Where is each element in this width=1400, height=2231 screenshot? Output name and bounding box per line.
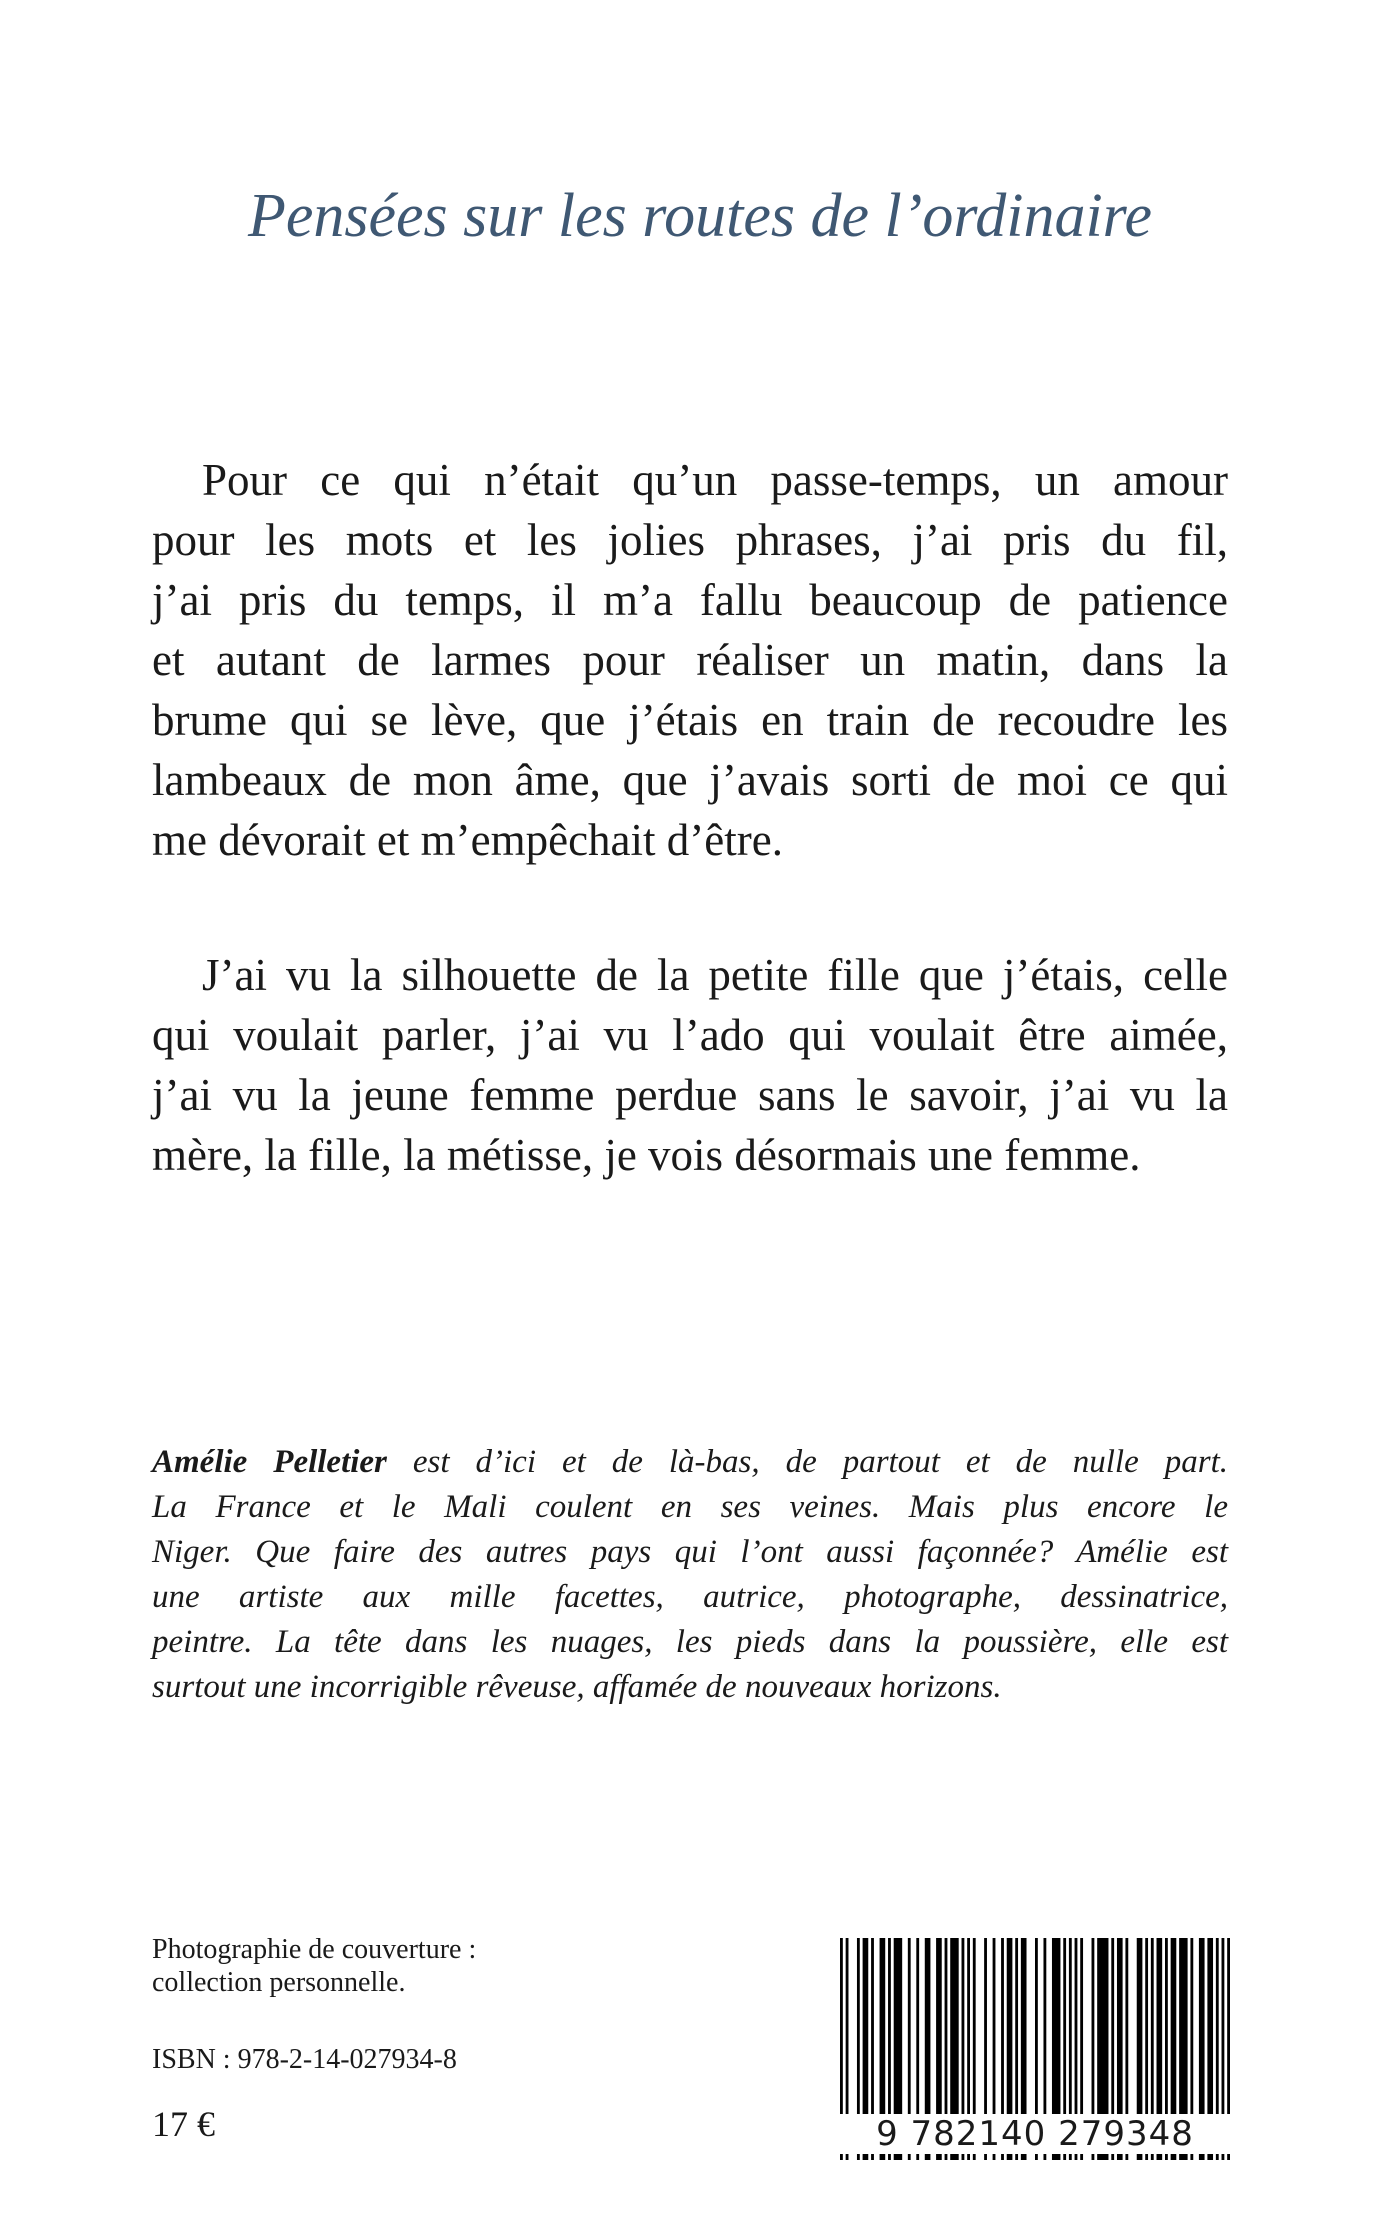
bio-line: surtout une incorrigible rêveuse, affamée de nouveaux horizons. (152, 1669, 1002, 1705)
blurb-line: pour les mots et les jolies phrases, j’ai pris du fil, (152, 515, 1228, 565)
author-name: Amélie Pelletier (152, 1444, 387, 1480)
barcode-digits: 9 782140 279348 (840, 2114, 1230, 2154)
photo-credit-line-1: Photographie de couverture : (152, 1934, 477, 1965)
blurb-line: Pour ce qui n’était qu’un passe-temps, un amour (202, 455, 1228, 505)
blurb-line: mère, la fille, la métisse, je vois désormais une femme. (152, 1130, 1141, 1180)
blurb-line: J’ai vu la silhouette de la petite fille que j’étais, celle (202, 950, 1228, 1000)
bio-line: une artiste aux mille facettes, autrice, photographe, dessinatrice, (152, 1579, 1228, 1615)
blurb-line: et autant de larmes pour réaliser un matin, dans la (152, 635, 1228, 685)
blurb-line: j’ai vu la jeune femme perdue sans le savoir, j’ai vu la (152, 1070, 1228, 1120)
blurb-paragraph-2 (152, 945, 1228, 1185)
photo-credit-line-2: collection personnelle. (152, 1967, 406, 1998)
bio-text: est d’ici et de là-bas, de partout et de nulle part. (386, 1444, 1228, 1480)
author-bio (152, 1440, 1228, 1710)
blurb-line: j’ai pris du temps, il m’a fallu beaucoup de patience (152, 575, 1228, 625)
blurb-line: me dévorait et m’empêchait d’être. (152, 815, 783, 865)
bio-line: peintre. La tête dans les nuages, les pieds dans la poussière, elle est (152, 1624, 1228, 1660)
blurb-line: lambeaux de mon âme, que j’avais sorti de moi ce qui (152, 755, 1228, 805)
blurb-paragraph-1 (152, 450, 1228, 870)
blurb-line: qui voulait parler, j’ai vu l’ado qui voulait être aimée, (152, 1010, 1228, 1060)
photo-credit (152, 1933, 476, 1999)
bio-line: La France et le Mali coulent en ses veines. Mais plus encore le (152, 1489, 1228, 1525)
price: 17 € (152, 2104, 215, 2144)
book-title: Pensées sur les routes de l’ordinaire (247, 182, 1153, 250)
isbn: ISBN : 978-2-14-027934-8 (152, 2044, 457, 2075)
blurb-line: brume qui se lève, que j’étais en train de recoudre les (152, 695, 1228, 745)
bio-line (152, 1440, 1228, 1485)
bio-line: Niger. Que faire des autres pays qui l’ont aussi façonnée? Amélie est (152, 1534, 1228, 1570)
